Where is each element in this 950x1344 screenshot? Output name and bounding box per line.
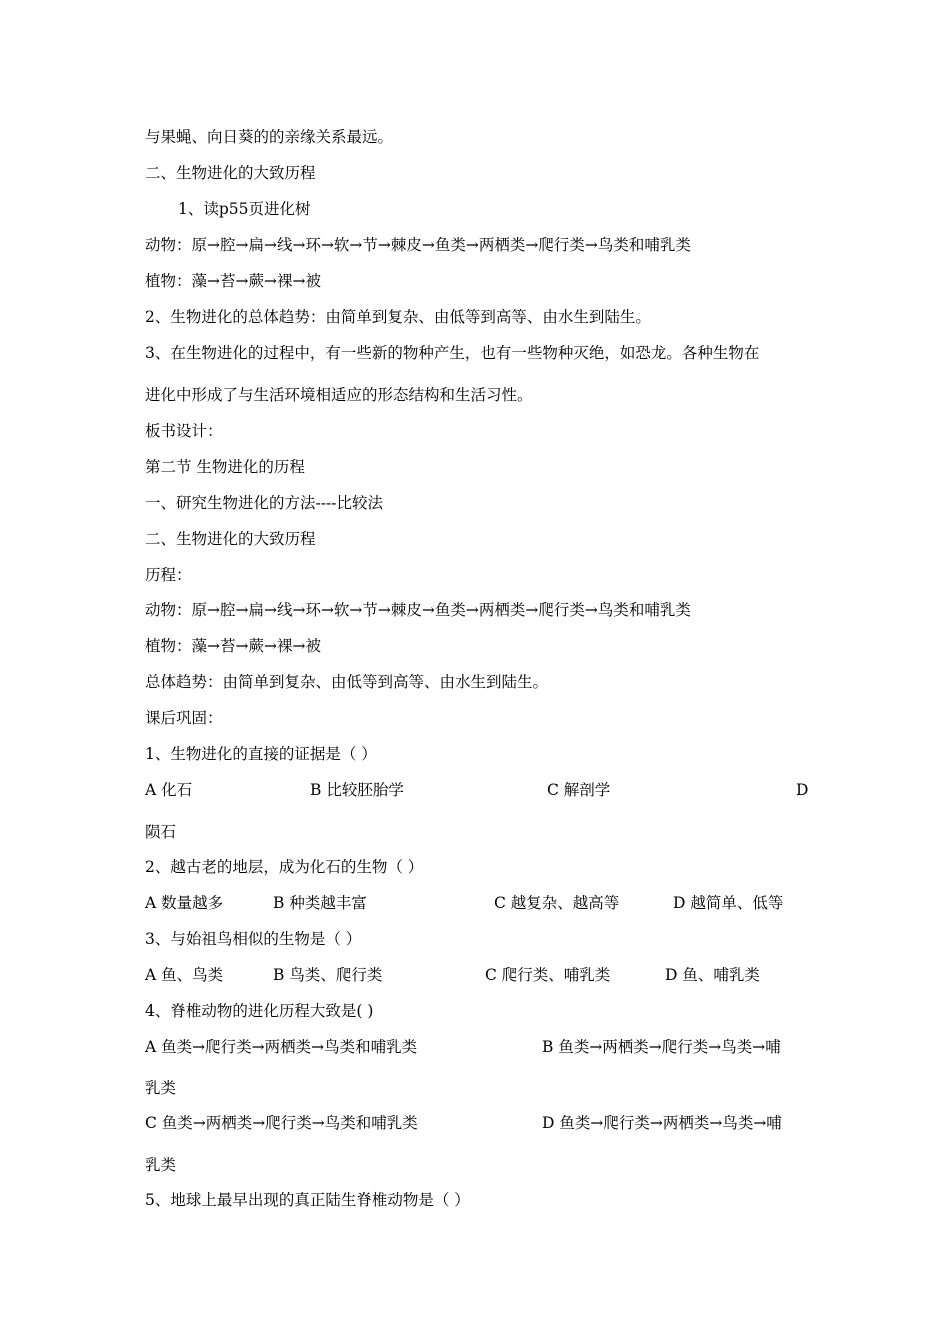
question-stem: 4、脊椎动物的进化历程大致是( ) [145, 1002, 374, 1020]
text-line: 2、生物进化的总体趋势：由简单到复杂、由低等到高等、由水生到陆生。 [145, 308, 651, 326]
section-heading: 二、生物进化的大致历程 [145, 164, 316, 182]
question-option: A 鱼类→爬行类→两栖类→鸟类和哺乳类 [145, 1038, 418, 1056]
text-line: 课后巩固： [145, 709, 223, 727]
question-option: A 化石 [145, 781, 193, 799]
section-heading: 第二节 生物进化的历程 [145, 458, 305, 476]
text-line: 植物：藻→苔→蕨→裸→被 [145, 272, 321, 290]
question-option-wrap: 陨石 [145, 823, 177, 841]
question-option: A 数量越多 [145, 894, 224, 912]
text-line: 动物：原→腔→扁→线→环→软→节→棘皮→鱼类→两栖类→爬行类→鸟类和哺乳类 [145, 601, 691, 619]
question-option: C 爬行类、哺乳类 [485, 966, 611, 984]
text-line: 与果蝇、向日葵的的亲缘关系最远。 [145, 128, 394, 146]
question-option-wrap: 乳类 [145, 1079, 177, 1097]
question-option-wrap: 乳类 [145, 1156, 177, 1174]
question-option: D [796, 781, 809, 799]
text-line: 总体趋势：由简单到复杂、由低等到高等、由水生到陆生。 [145, 673, 549, 691]
question-option: B 比较胚胎学 [310, 781, 404, 799]
question-option: C 解剖学 [547, 781, 611, 799]
question-option: C 越复杂、越高等 [494, 894, 620, 912]
question-option: D 越简单、低等 [673, 894, 784, 912]
text-line: 1、读p55页进化树 [178, 200, 311, 218]
question-stem: 5、地球上最早出现的真正陆生脊椎动物是（ ） [145, 1191, 470, 1209]
question-option: A 鱼、鸟类 [145, 966, 224, 984]
question-option: D 鱼、哺乳类 [665, 966, 760, 984]
question-stem: 1、生物进化的直接的证据是（ ） [145, 745, 377, 763]
question-option: B 鱼类→两栖类→爬行类→鸟类→哺 [542, 1038, 781, 1056]
text-line: 一、研究生物进化的方法----比较法 [145, 494, 383, 512]
question-option: C 鱼类→两栖类→爬行类→鸟类和哺乳类 [145, 1114, 418, 1132]
question-stem: 3、与始祖鸟相似的生物是（ ） [145, 930, 362, 948]
question-option: B 鸟类、爬行类 [273, 966, 383, 984]
section-heading: 二、生物进化的大致历程 [145, 530, 316, 548]
text-line: 植物：藻→苔→蕨→裸→被 [145, 637, 321, 655]
question-option: D 鱼类→爬行类→两栖类→鸟类→哺 [542, 1114, 782, 1132]
text-line: 动物：原→腔→扁→线→环→软→节→棘皮→鱼类→两栖类→爬行类→鸟类和哺乳类 [145, 236, 691, 254]
text-line: 3、在生物进化的过程中，有一些新的物种产生，也有一些物种灭绝，如恐龙。各种生物在 [145, 344, 760, 362]
question-stem: 2、越古老的地层，成为化石的生物（ ） [145, 858, 424, 876]
text-line: 板书设计： [145, 422, 223, 440]
text-line: 进化中形成了与生活环境相适应的形态结构和生活习性。 [145, 386, 533, 404]
text-line: 历程： [145, 566, 192, 584]
question-option: B 种类越丰富 [273, 894, 367, 912]
